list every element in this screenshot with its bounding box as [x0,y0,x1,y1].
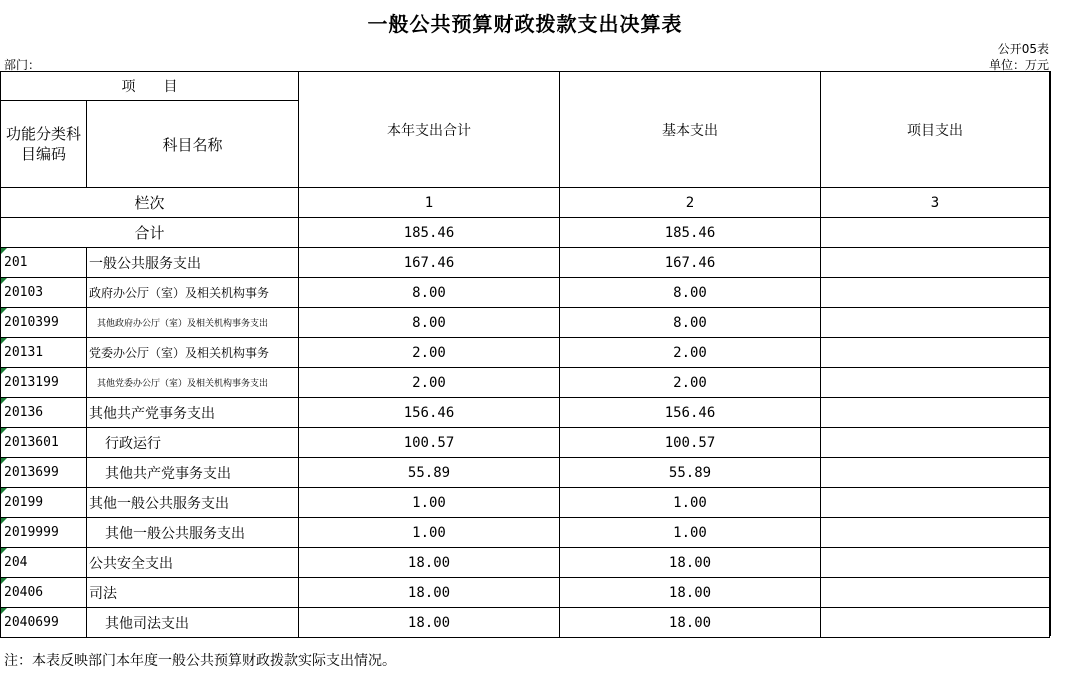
table-row [1,368,1050,398]
row-code: 2013601 [1,428,87,458]
form-number: 公开05表 [997,42,1049,56]
table-row [1,278,1050,308]
row-code: 2019999 [1,518,87,548]
header-name: 科目名称 [87,101,299,188]
row-basic: 18.00 [560,608,821,638]
column-index-2: 2 [560,188,821,218]
row-basic: 1.00 [560,488,821,518]
row-name: 行政运行 [87,428,299,458]
row-total: 1.00 [299,488,560,518]
row-project [821,548,1050,578]
total-project [821,218,1050,248]
header-item: 项 目 [1,72,299,101]
row-basic: 156.46 [560,398,821,428]
row-code: 204 [1,548,87,578]
row-name: 其他政府办公厅（室）及相关机构事务支出 [87,308,299,338]
row-name: 其他共产党事务支出 [87,398,299,428]
cell-marker-icon [1,578,7,584]
cell-marker-icon [1,428,7,434]
row-basic: 167.46 [560,248,821,278]
row-project [821,518,1050,548]
row-total: 1.00 [299,518,560,548]
row-total: 8.00 [299,278,560,308]
total-label: 合计 [1,218,299,248]
row-code: 2040699 [1,608,87,638]
expenditure-table [0,71,1050,638]
row-project [821,278,1050,308]
table-row [1,518,1050,548]
row-project [821,458,1050,488]
total-amount: 185.46 [299,218,560,248]
row-code: 2013199 [1,368,87,398]
row-project [821,338,1050,368]
cell-marker-icon [1,548,7,554]
row-project [821,368,1050,398]
table-row [1,578,1050,608]
row-basic: 8.00 [560,308,821,338]
cell-marker-icon [1,488,7,494]
table-row [1,308,1050,338]
row-project [821,308,1050,338]
row-code: 20103 [1,278,87,308]
row-basic: 55.89 [560,458,821,488]
row-total: 2.00 [299,338,560,368]
row-project [821,248,1050,278]
row-basic: 2.00 [560,338,821,368]
table-right-border [1049,71,1051,636]
row-code: 20199 [1,488,87,518]
cell-marker-icon [1,608,7,614]
header-project: 项目支出 [821,72,1050,188]
row-total: 156.46 [299,398,560,428]
row-total: 18.00 [299,578,560,608]
table-row [1,338,1050,368]
row-code: 20406 [1,578,87,608]
row-name: 其他一般公共服务支出 [87,518,299,548]
header-total: 本年支出合计 [299,72,560,188]
row-total: 167.46 [299,248,560,278]
row-basic: 1.00 [560,518,821,548]
row-code: 2013699 [1,458,87,488]
row-code: 201 [1,248,87,278]
cell-marker-icon [1,278,7,284]
table-row [1,608,1050,638]
cell-marker-icon [1,338,7,344]
cell-marker-icon [1,458,7,464]
cell-marker-icon [1,398,7,404]
footnote: 注：本表反映部门本年度一般公共预算财政拨款实际支出情况。 [4,653,396,669]
page-title: 一般公共预算财政拨款支出决算表 [367,12,683,36]
column-index-3: 3 [821,188,1050,218]
row-project [821,398,1050,428]
row-total: 55.89 [299,458,560,488]
table-row [1,398,1050,428]
cell-marker-icon [1,308,7,314]
table-row [1,548,1050,578]
row-name: 其他党委办公厅（室）及相关机构事务支出 [87,368,299,398]
unit-label: 单位：万元 [988,58,1049,72]
row-name: 一般公共服务支出 [87,248,299,278]
row-total: 18.00 [299,608,560,638]
table-row [1,248,1050,278]
total-basic: 185.46 [560,218,821,248]
row-basic: 2.00 [560,368,821,398]
row-project [821,608,1050,638]
department-label: 部门： [4,58,41,72]
row-basic: 8.00 [560,278,821,308]
row-code: 20136 [1,398,87,428]
cell-marker-icon [1,518,7,524]
cell-marker-icon [1,248,7,254]
row-name: 其他共产党事务支出 [87,458,299,488]
row-project [821,578,1050,608]
row-basic: 18.00 [560,578,821,608]
cell-marker-icon [1,368,7,374]
column-index-label: 栏次 [1,188,299,218]
row-name: 党委办公厅（室）及相关机构事务 [87,338,299,368]
header-basic: 基本支出 [560,72,821,188]
row-project [821,428,1050,458]
row-total: 100.57 [299,428,560,458]
table-row [1,458,1050,488]
row-name: 司法 [87,578,299,608]
row-name: 公共安全支出 [87,548,299,578]
table-row [1,488,1050,518]
table-row [1,428,1050,458]
row-total: 18.00 [299,548,560,578]
row-total: 8.00 [299,308,560,338]
row-basic: 18.00 [560,548,821,578]
row-name: 政府办公厅（室）及相关机构事务 [87,278,299,308]
row-name: 其他司法支出 [87,608,299,638]
row-code: 2010399 [1,308,87,338]
row-project [821,488,1050,518]
row-total: 2.00 [299,368,560,398]
row-basic: 100.57 [560,428,821,458]
row-code: 20131 [1,338,87,368]
column-index-1: 1 [299,188,560,218]
header-code: 功能分类科目编码 [1,101,87,188]
row-name: 其他一般公共服务支出 [87,488,299,518]
